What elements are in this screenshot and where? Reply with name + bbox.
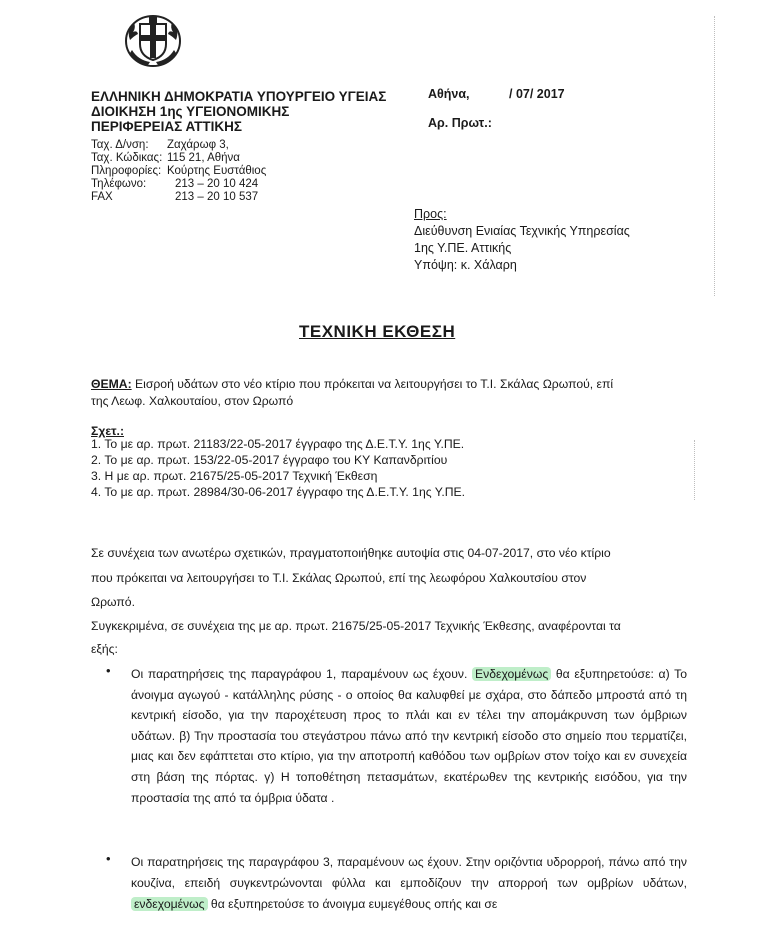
bullet-2-post: θα εξυπηρετούσε το άνοιγμα ευμεγέθους οπής και σε (210, 897, 498, 911)
scan-mark (714, 16, 715, 296)
address-row (91, 139, 229, 152)
date-value: / 07/ 2017 (509, 87, 565, 101)
scan-mark (694, 440, 695, 500)
protocol-label: Αρ. Πρωτ.: (428, 116, 492, 130)
phone-row (91, 178, 258, 191)
info-row (91, 165, 266, 178)
info-label: Πληροφορίες: (91, 165, 162, 177)
org-line-2: ΔΙΟΙΚΗΣΗ 1ης ΥΓΕΙΟΝΟΜΙΚΗΣ (91, 104, 290, 119)
fax-label: FAX (91, 191, 113, 203)
intro-line-2: που πρόκειται να λειτουργήσει το Τ.Ι. Σκάλας Ωρωπού, επί της λεωφόρου Χαλκουτσίου στον (91, 571, 587, 585)
recipient-label: Προς: (414, 207, 447, 221)
bullet-2-text (131, 852, 687, 915)
address-label: Ταχ. Δ/νση: (91, 139, 149, 151)
date-label: Αθήνα, (428, 87, 470, 101)
bullet-2-highlight: ενδεχομένως (131, 897, 208, 911)
recipient-line-2: 1ης Υ.ΠΕ. Αττικής (414, 241, 512, 255)
org-line-3: ΠΕΡΙΦΕΡΕΙΑΣ ΑΤΤΙΚΗΣ (91, 119, 242, 134)
bullet-1-highlight: Ενδεχομένως (472, 667, 551, 681)
coat-of-arms-seal (120, 10, 186, 70)
bullet-1-pre: Οι παρατηρήσεις της παραγράφου 1, παραμένουν ως έχουν. (131, 667, 468, 681)
address-value: Ζαχάρωφ 3, (167, 139, 229, 151)
reference-4: 4. Το με αρ. πρωτ. 28984/30-06-2017 έγγραφο της Δ.Ε.Τ.Υ. 1ης Υ.ΠΕ. (91, 485, 466, 499)
spec-line-2: εξής: (91, 642, 118, 656)
info-value: Κούρτης Ευστάθιος (167, 165, 267, 177)
reference-3: 3. Η με αρ. πρωτ. 21675/25-05-2017 Τεχνική Έκθεση (91, 469, 378, 483)
phone-value: 213 – 20 10 424 (175, 178, 259, 190)
intro-line-1: Σε συνέχεια των ανωτέρω σχετικών, πραγματοποιήθηκε αυτοψία στις 04-07-2017, στο νέο κτίριο (91, 546, 611, 560)
spec-line-1: Συγκεκριμένα, σε συνέχεια της με αρ. πρωτ. 21675/25-05-2017 Τεχνικής Έκθεσης, αναφέρονται τα (91, 619, 621, 633)
org-line-1: ΕΛΛΗΝΙΚΗ ΔΗΜΟΚΡΑΤΙΑ ΥΠΟΥΡΓΕΙΟ ΥΓΕΙΑΣ (91, 89, 387, 104)
subject-text-1: Εισροή υδάτων στο νέο κτίριο που πρόκειται να λειτουργήσει το Τ.Ι. Σκάλας Ωρωπού, επί (135, 377, 614, 391)
postcode-value: 115 21, Αθήνα (167, 152, 240, 164)
bullet-2-marker: • (106, 851, 111, 866)
bullet-1-post: θα εξυπηρετούσε: α) Το άνοιγμα αγωγού - κατάλληλης ρύσης - ο οποίος θα καλυφθεί με σχάρα, στο δάπεδο μπροστά από τη κεντρική είσοδο, για την παροχέτευση προς το πλάι και εν τέλει την απομάκρυνση των όμβριων υδάτων. β) Την προστασία του στεγάστρου πάνω από την κεντρική είσοδο στο σημείο που τερματίζει, μιας και δεν εφάπτεται στο κτίριο, για την αποτροπή καθόδου των ομβρίων στον τοίχο και εν συνεχεία στη βάση της πόρτας. γ) Η τοποθέτηση πετασμάτων, εκατέρωθεν της κεντρικής εισόδου, για την προστασία της από τα όμβρια ύδατα . (131, 667, 687, 805)
references-label: Σχετ.: (91, 424, 124, 438)
postcode-label: Ταχ. Κώδικας: (91, 152, 163, 164)
fax-value: 213 – 20 10 537 (175, 191, 259, 203)
intro-line-3: Ωρωπό. (91, 595, 135, 609)
postcode-row (91, 152, 240, 165)
bullet-1-marker: • (106, 663, 111, 678)
bullet-2-pre: Οι παρατηρήσεις της παραγράφου 3, παραμένουν ως έχουν. Στην οριζόντια υδρορροή, πάνω από την κουζίνα, επειδή συγκεντρώνονται φύλλα και εμποδίζουν την απορροή των ομβρίων υδάτων, (131, 855, 687, 890)
reference-2: 2. Το με αρ. πρωτ. 153/22-05-2017 έγγραφο του ΚΥ Καπανδριτίου (91, 453, 448, 467)
phone-label: Τηλέφωνο: (91, 178, 147, 190)
reference-1: 1. Το με αρ. πρωτ. 21183/22-05-2017 έγγραφο της Δ.Ε.Τ.Υ. 1ης Υ.ΠΕ. (91, 437, 465, 451)
subject-line-2: της Λεωφ. Χαλκουταίου, στον Ωρωπό (91, 394, 294, 408)
subject-label: ΘΕΜΑ: (91, 377, 132, 391)
fax-row (91, 191, 258, 204)
recipient-line-1: Διεύθυνση Ενιαίας Τεχνικής Υπηρεσίας (414, 224, 630, 238)
recipient-line-3: Υπόψη: κ. Χάλαρη (414, 258, 517, 272)
bullet-1-text (131, 664, 687, 808)
document-title: ΤΕΧΝΙΚΗ ΕΚΘΕΣΗ (299, 322, 456, 341)
